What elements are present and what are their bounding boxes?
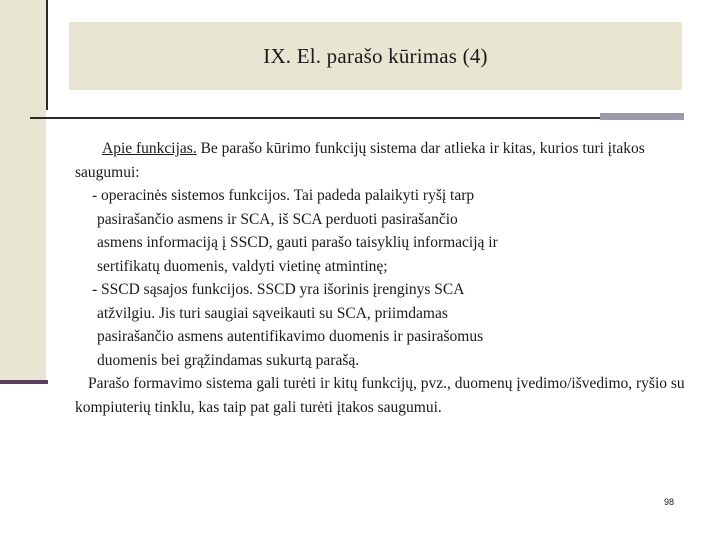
page-number: 98 (664, 497, 675, 507)
bullet-sscd-line: pasirašančio asmens autentifikavimo duomenis ir pasirašomus (97, 328, 484, 345)
left-decor-bar (0, 0, 46, 382)
lead-paragraph (75, 137, 700, 184)
closing-paragraph: Parašo formavimo sistema gali turėti ir kitų funkcijų, pvz., duomenų įvedimo/išvedimo, ryšio su kompiuterių tinklu, kas taip pat gali turėti įtakos saugumui. (75, 375, 685, 416)
lead-text: Be parašo kūrimo funkcijų sistema dar atlieka ir kitas, kurios turi įtakos saugumui: (75, 140, 645, 181)
slide-title: IX. El. parašo kūrimas (4) (263, 44, 488, 68)
bullet-sscd-functions: - SSCD sąsajos funkcijos. SSCD yra išorinis įrenginys SCA (92, 281, 465, 298)
bullet-sscd-line: duomenis bei grąžindamas sukurtą parašą. (97, 351, 360, 369)
horizontal-rule (30, 117, 684, 119)
lead-heading: Apie funkcijas. (102, 140, 197, 157)
bullet-sscd-line: atžvilgiu. Jis turi saugiai sąveikauti su SCA, priimdamas (97, 304, 448, 322)
horizontal-rule-accent (600, 113, 684, 120)
title-banner (69, 22, 682, 90)
bullet-os-line: asmens informaciją į SSCD, gauti parašo taisyklių informaciją ir (97, 234, 498, 251)
slide-body (75, 137, 700, 419)
bullet-os-line: pasirašančio asmens ir SCA, iš SCA perduoti pasirašančio (97, 210, 458, 228)
bullet-os-line: sertifikatų duomenis, valdyti vietinę atmintinę; (97, 257, 388, 275)
vertical-rule (46, 0, 48, 110)
left-decor-accent (0, 380, 48, 384)
bullet-os-functions: - operacinės sistemos funkcijos. Tai padeda palaikyti ryšį tarp (92, 187, 475, 204)
